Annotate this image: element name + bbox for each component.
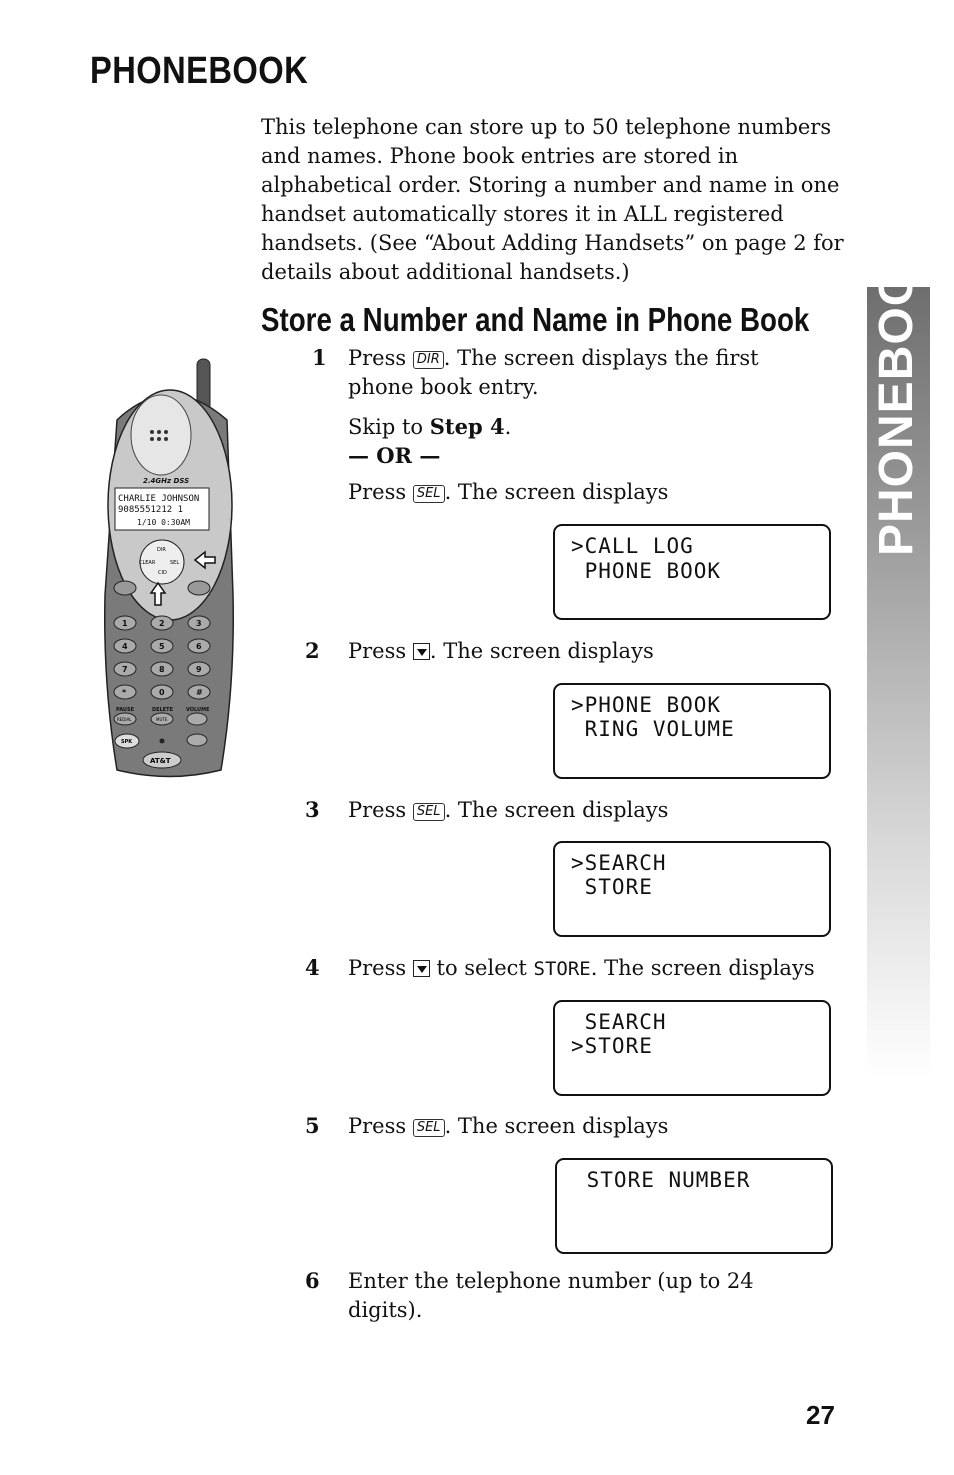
key-4: 4 xyxy=(122,642,128,651)
earpiece xyxy=(131,395,191,475)
talk-key xyxy=(114,581,136,595)
key-hash: # xyxy=(196,688,203,697)
label-volume: VOLUME xyxy=(186,707,210,713)
sel-key-icon: SEL xyxy=(413,485,445,503)
screen-display-2: >PHONE BOOK RING VOLUME xyxy=(553,683,831,779)
step-1-skip: Skip to Step 4. xyxy=(348,414,512,439)
step-3-number: 3 xyxy=(305,797,320,822)
handset-display-line1: CHARLIE JOHNSON xyxy=(118,494,200,504)
step-3-text: Press SEL . The screen displays xyxy=(348,798,669,822)
label-pause: PAUSE xyxy=(116,707,134,713)
sel-key-icon: SEL xyxy=(413,803,445,821)
nav-cid-label: CID xyxy=(158,570,167,576)
section-title: Store a Number and Name in Phone Book xyxy=(261,301,810,338)
spk-key-label: SPK xyxy=(121,739,133,745)
step-2-number: 2 xyxy=(305,638,320,663)
nav-dir-label: DIR xyxy=(157,547,166,553)
handset-illustration xyxy=(95,355,245,780)
volume-up-key xyxy=(187,713,207,725)
screen-display-4: SEARCH >STORE xyxy=(553,1000,831,1096)
step-5-text: Press SEL . The screen displays xyxy=(348,1114,669,1138)
key-star: * xyxy=(122,688,127,697)
step-4-text: Press to select STORE. The screen displays xyxy=(348,956,815,980)
step-5-number: 5 xyxy=(305,1113,320,1138)
att-logo: AT&T xyxy=(150,757,171,765)
side-tab-label: PHONEBOOK xyxy=(870,232,923,556)
screen-display-5: STORE NUMBER xyxy=(555,1158,833,1254)
down-arrow-key-icon xyxy=(413,643,430,660)
handset-band-label: 2.4GHz DSS xyxy=(143,477,190,485)
microphone-icon xyxy=(160,739,165,744)
down-arrow-key-icon xyxy=(413,960,430,977)
step-1-text: Press DIR . The screen displays the first phone book entry. xyxy=(348,346,759,399)
redial-key-label: REDIAL xyxy=(117,717,132,722)
key-3: 3 xyxy=(196,619,202,628)
screen-display-3: >SEARCH STORE xyxy=(553,841,831,937)
key-7: 7 xyxy=(122,665,128,674)
step-1-alt: Press SEL . The screen displays xyxy=(348,480,669,504)
step-2-text: Press . The screen displays xyxy=(348,639,654,663)
key-0: 0 xyxy=(159,688,165,697)
key-5: 5 xyxy=(159,642,165,651)
key-6: 6 xyxy=(196,642,202,651)
label-delete: DELETE xyxy=(152,707,173,713)
volume-down-key xyxy=(187,734,207,746)
intro-paragraph: This telephone can store up to 50 telephone numbers and names. Phone book entries are stored in alphabetical order. Storing a number and name in one handset automatically stores it in ALL registered handsets. (See “About Adding Handsets” on page 2 for details about additional handsets.) xyxy=(261,115,844,284)
nav-clear-label: CLEAR xyxy=(139,560,156,566)
key-2: 2 xyxy=(159,619,165,628)
key-9: 9 xyxy=(196,665,202,674)
step-1-or: — OR — xyxy=(348,443,441,468)
step-6-text: Enter the telephone number (up to 24 digits). xyxy=(348,1269,754,1322)
handset-display-line3: 1/10 0:30AM xyxy=(137,518,190,527)
screen-display-1: >CALL LOG PHONE BOOK xyxy=(553,524,831,620)
page-number: 27 xyxy=(806,1400,835,1430)
flash-key xyxy=(188,581,210,595)
key-8: 8 xyxy=(159,665,165,674)
sel-key-icon: SEL xyxy=(413,1119,445,1137)
step-6-number: 6 xyxy=(305,1268,320,1293)
key-1: 1 xyxy=(122,619,128,628)
dir-key-icon: DIR xyxy=(413,351,444,369)
page-heading: PHONEBOOK xyxy=(90,50,309,92)
handset-display-line2: 9085551212 1 xyxy=(118,505,184,515)
step-4-number: 4 xyxy=(305,955,320,980)
nav-sel-label: SEL xyxy=(170,560,180,566)
mute-key-label: MUTE xyxy=(156,717,168,722)
step-1-number: 1 xyxy=(312,345,327,370)
